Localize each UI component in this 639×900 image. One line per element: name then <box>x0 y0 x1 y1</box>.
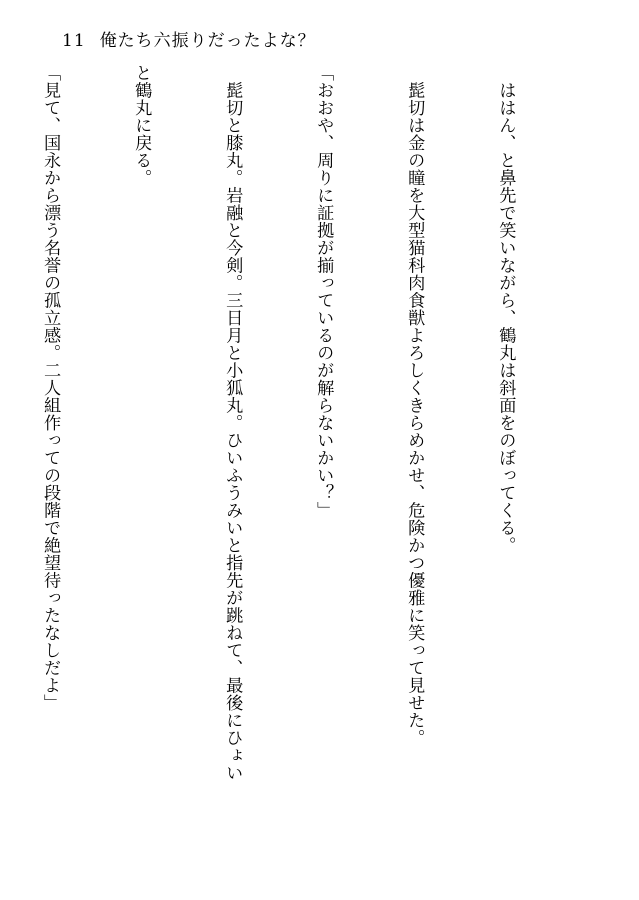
text-line: 髭切は金の瞳を大型猫科肉食獣よろしくきらめかせ、危険かつ優雅に笑って見せた。 <box>404 64 425 747</box>
running-header <box>62 26 316 51</box>
page-number: 11 <box>62 31 86 51</box>
text-line: と鶴丸に戻る。 <box>131 64 152 187</box>
text-line: 髭切と膝丸。岩融と今剣。三日月と小狐丸。ひいふうみいと指先が跳ねて、最後にひょい <box>222 64 243 782</box>
text-line: 「見て、国永から漂う名誉の孤立感。二人組作っての段階で絶望待ったなしだよ」 <box>40 64 61 712</box>
vertical-body-text <box>40 64 581 844</box>
text-line: 「おおや、周りに証拠が揃っているのが解らないかい？」 <box>313 64 334 519</box>
text-line: ははん、と鼻先で笑いながら、鶴丸は斜面をのぼってくる。 <box>495 64 516 554</box>
chapter-title: 俺たち六振りだったよな？ <box>99 31 316 51</box>
